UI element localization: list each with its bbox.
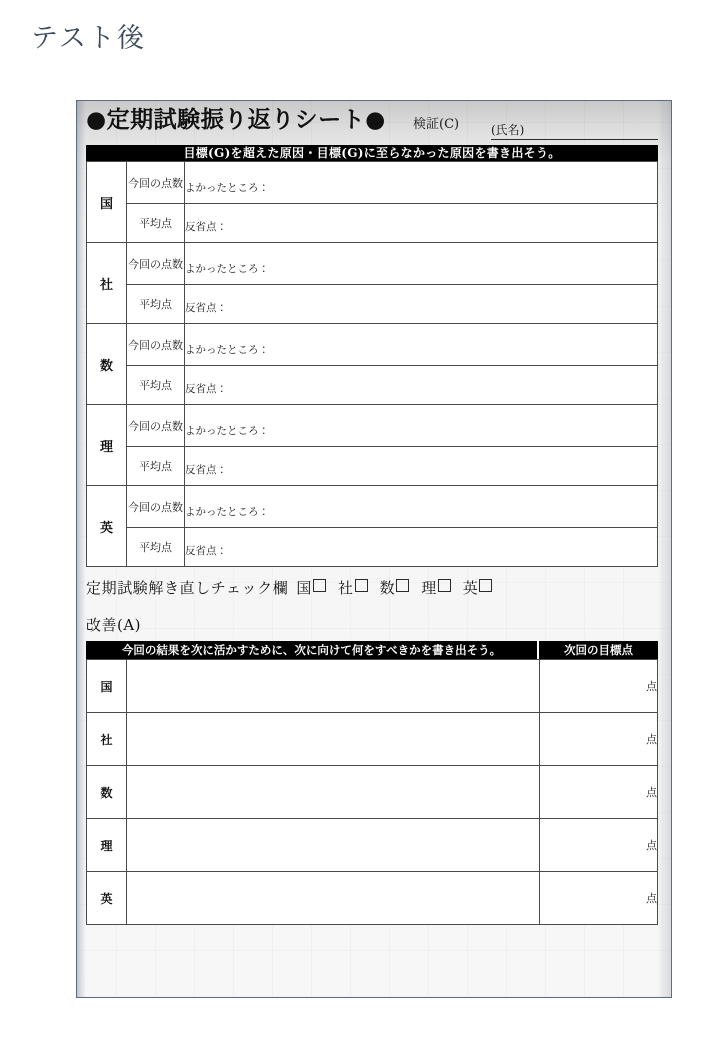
good-points-label: よかったところ：: [185, 505, 269, 518]
reflection-points-cell[interactable]: [185, 366, 658, 405]
reflection-row: [87, 243, 658, 285]
checkbox-icon[interactable]: [479, 579, 492, 592]
redo-check-subject-label: 理: [421, 579, 437, 597]
average-score-cell[interactable]: [127, 285, 185, 324]
good-points-cell[interactable]: [185, 243, 658, 285]
checkbox-icon[interactable]: [313, 579, 326, 592]
redo-check-subject-label: 数: [379, 579, 396, 597]
reflection-row: [87, 162, 658, 204]
sheet-title: ●定期試験振り返りシート●: [86, 106, 386, 133]
good-points-cell[interactable]: [185, 324, 658, 366]
reflection-subject-label: 国: [87, 162, 127, 243]
improvement-banner-target: 次回の目標点: [564, 643, 633, 657]
checkbox-icon[interactable]: [355, 579, 368, 592]
improvement-plan-cell[interactable]: [127, 819, 540, 872]
good-points-cell[interactable]: [185, 486, 658, 528]
average-score-label: 平均点: [139, 460, 172, 473]
improvement-row: [87, 819, 658, 872]
reflection-row: [87, 447, 658, 486]
improvement-subject-label: 理: [87, 819, 127, 872]
current-score-label: 今回の点数: [128, 500, 183, 514]
improvement-row: [87, 713, 658, 766]
current-score-cell[interactable]: [127, 324, 185, 366]
good-points-label: よかったところ：: [185, 424, 269, 437]
redo-check-理[interactable]: [421, 576, 451, 600]
good-points-cell[interactable]: [185, 405, 658, 447]
verify-phase-label: 検証(C): [413, 117, 460, 132]
sheet-header: [86, 101, 658, 145]
reflection-row: [87, 285, 658, 324]
good-points-label: よかったところ：: [185, 262, 269, 275]
redo-check-社[interactable]: [338, 576, 368, 600]
checkbox-icon[interactable]: [438, 579, 451, 592]
average-score-cell[interactable]: [127, 528, 185, 567]
reflection-points-label: 反省点：: [185, 544, 227, 557]
reflection-banner: 目標(G)を超えた原因・目標(G)に至らなかった原因を書き出そう。: [86, 145, 658, 161]
improvement-subject-label: 社: [87, 713, 127, 766]
current-score-cell[interactable]: [127, 162, 185, 204]
reflection-row: [87, 486, 658, 528]
improvement-subject-label: 数: [87, 766, 127, 819]
current-score-label: 今回の点数: [128, 176, 183, 190]
average-score-cell[interactable]: [127, 366, 185, 405]
name-field-label: (氏名): [491, 123, 525, 137]
average-score-cell[interactable]: [127, 204, 185, 243]
reflection-table: [86, 161, 658, 567]
reflection-subject-label: 理: [87, 405, 127, 486]
next-target-cell[interactable]: [540, 872, 658, 925]
good-points-label: よかったところ：: [185, 343, 269, 356]
reflection-row: [87, 204, 658, 243]
current-score-cell[interactable]: [127, 243, 185, 285]
current-score-label: 今回の点数: [128, 419, 183, 433]
improvement-row: [87, 872, 658, 925]
current-score-label: 今回の点数: [128, 257, 183, 271]
reflection-points-cell[interactable]: [185, 447, 658, 486]
improvement-plan-cell[interactable]: [127, 713, 540, 766]
current-score-cell[interactable]: [127, 486, 185, 528]
good-points-cell[interactable]: [185, 162, 658, 204]
good-points-label: よかったところ：: [185, 181, 269, 194]
page-title: テスト後: [31, 23, 146, 54]
reflection-points-label: 反省点：: [185, 382, 227, 395]
next-target-cell[interactable]: [540, 819, 658, 872]
improvement-section-label: 改善(A): [86, 616, 142, 634]
next-target-cell[interactable]: [540, 660, 658, 713]
reflection-points-cell[interactable]: [185, 285, 658, 324]
next-target-unit: 点: [646, 892, 657, 905]
improvement-banner-plan: 今回の結果を次に活かすために、次に向けて何をすべきかを書き出そう。: [86, 641, 539, 659]
reflection-subject-label: 英: [87, 486, 127, 567]
next-target-unit: 点: [646, 680, 657, 693]
next-target-unit: 点: [646, 839, 657, 852]
improvement-subject-label: 英: [87, 872, 127, 925]
redo-checklist-label: 定期試験解き直しチェック欄: [86, 579, 289, 597]
reflection-row: [87, 324, 658, 366]
reflection-subject-label: 数: [87, 324, 127, 405]
worksheet-page: [76, 100, 672, 998]
improvement-row: [87, 766, 658, 819]
redo-check-subject-label: 国: [296, 579, 312, 597]
redo-check-国[interactable]: [296, 576, 326, 600]
redo-check-英[interactable]: [463, 576, 493, 600]
improvement-plan-cell[interactable]: [127, 872, 540, 925]
name-field[interactable]: [491, 117, 658, 140]
redo-checklist: [86, 576, 658, 600]
average-score-label: 平均点: [139, 217, 172, 230]
improvement-plan-cell[interactable]: [127, 766, 540, 819]
redo-check-subject-label: 英: [462, 579, 479, 597]
reflection-points-label: 反省点：: [185, 463, 227, 476]
average-score-label: 平均点: [139, 541, 172, 554]
next-target-cell[interactable]: [540, 766, 658, 819]
checkbox-icon[interactable]: [396, 579, 409, 592]
next-target-unit: 点: [646, 786, 657, 799]
reflection-row: [87, 528, 658, 567]
current-score-cell[interactable]: [127, 405, 185, 447]
next-target-cell[interactable]: [540, 713, 658, 766]
improvement-table: [86, 659, 658, 925]
average-score-cell[interactable]: [127, 447, 185, 486]
improvement-row: [87, 660, 658, 713]
next-target-unit: 点: [646, 733, 657, 746]
average-score-label: 平均点: [139, 379, 172, 392]
current-score-label: 今回の点数: [128, 338, 183, 352]
redo-check-subject-label: 社: [337, 579, 354, 597]
improvement-banner: [86, 641, 658, 659]
reflection-row: [87, 405, 658, 447]
reflection-row: [87, 366, 658, 405]
average-score-label: 平均点: [139, 298, 172, 311]
reflection-points-cell[interactable]: [185, 528, 658, 567]
improvement-subject-label: 国: [87, 660, 127, 713]
reflection-subject-label: 社: [87, 243, 127, 324]
redo-check-数[interactable]: [380, 576, 410, 600]
reflection-points-label: 反省点：: [185, 220, 227, 233]
reflection-points-label: 反省点：: [185, 301, 227, 314]
reflection-points-cell[interactable]: [185, 204, 658, 243]
improvement-plan-cell[interactable]: [127, 660, 540, 713]
